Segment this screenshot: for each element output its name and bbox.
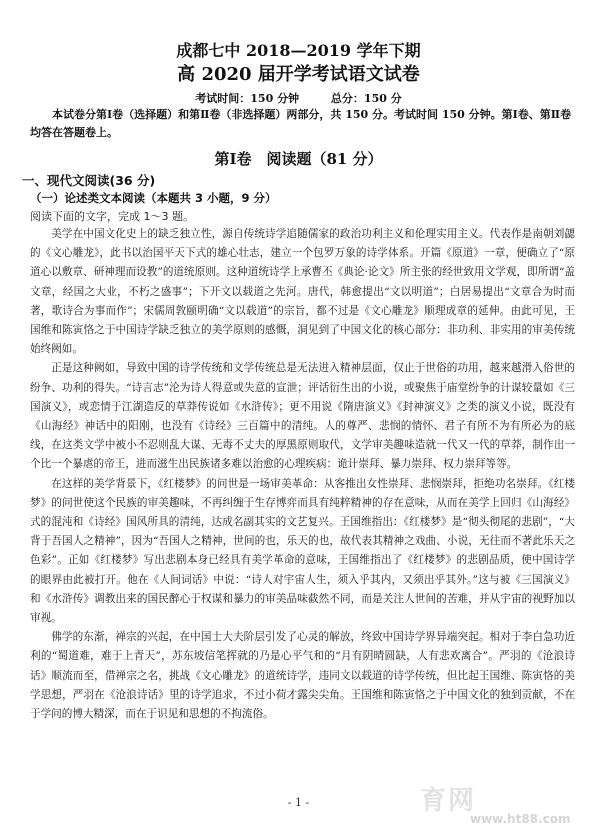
exam-title-line2: 高 2020 届开学考试语文试卷 — [177, 64, 420, 85]
subsection-title: （一）论述类文本阅读（本题共 3 小题，9 分） — [30, 191, 277, 205]
watermark-text: 育网 — [420, 786, 477, 816]
exam-instructions: 本试卷分第Ⅰ卷（选择题）和第Ⅱ卷（非选择题）两部分，共 150 分。考试时间 150 分钟。第Ⅰ卷、第Ⅱ卷均答在答题卷上。 — [30, 108, 572, 139]
exam-title-line1: 成都七中 2018—2019 学年下期 — [176, 41, 421, 60]
paragraph-1: 美学在中国文化史上的缺乏独立性，源自传统诗学追随儒家的政治功利主义和伦理实用主义。代表作是南朝刘勰的《文心雕龙》，此书以治国平天下式的雄心壮志，建立一个包罗万象的诗学体系。开篇《原道》一章，便确立了“原道心以敷章、研神理而设教”的道统原则。这种道统诗学上承曹丕《典论·论文》所主张的经世致用文学观，即所谓“盖文章，经国之大业，不朽之盛事”；下开文以载道之先河。唐代，韩愈提出“文以明道”；白居易提出“文章合为时而著，歌诗合为事而作”；宋儒周敦颐明确“文以载道”的宗旨，都不过是《文心雕龙》顺理成章的延伸。由此可见，王国维和陈寅恪之于中国诗学缺乏独立的美学原则的感慨，洞见到了中国文化的核心部分：非功利、非实用的审美传统始终阙如。 — [30, 228, 575, 356]
paragraph-3: 在这样的美学背景下，《红楼梦》的问世是一场审美革命：从客推出女性崇拜、悲悯崇拜，拒绝功名崇拜。《红楼梦》的问世使这个民族的审美趣味，不再纠缠于生存博弈而具有纯粹精神的存在意味，从而在美学上回归《山海经》式的混沌和《诗经》国风所具的清纯，达成名副其实的文艺复兴。王国维指出：《红楼梦》是“彻头彻尾的悲剧”，“大背于吾国人之精神”，因为“吾国人之精神，世间的也，乐天的也，故代表其精神之戏曲、小说，无往而不著此乐天之色彩”。正如《红楼梦》写出悲剧本身已经具有美学革命的意味，王国维指出了《红楼梦》的悲剧品质，使中国诗学的眼界由此被打开。他在《人间词话》中说：“诗人对宇宙人生，须入乎其内，又须出乎其外。”这与被《三国演义》和《水浒传》调教出来的国民醉心于权谋和暴力的审美品味截然不同，而是关注人世间的苦难，并从宇宙的视野加以审视。 — [30, 477, 575, 625]
section-title: 一、现代文阅读(36 分) — [22, 173, 156, 188]
exam-meta — [0, 90, 597, 106]
page-number: - 1 - — [287, 796, 310, 809]
paragraph-4: 佛学的东渐，禅宗的兴起，在中国士大夫阶层引发了心灵的解放，终致中国诗学界异端突起。相对于李白急功近利的“蜀道难，难于上青天”，苏东坡信笔挥就的乃是心平气和的“月有阴晴圆缺，人有悲欢离合”。严羽的《沧浪诗话》顺流而至，借禅宗之名，挑战《文心雕龙》的道统诗学，违同文以载道的诗学传统，但比起王国维、陈寅恪的美学思想，严羽在《沧浪诗话》里的诗学追求，不过小荷才露尖尖角。王国维和陈寅恪之于中国文化的独到贡献，不在于学问的博大精深，而在于识见和思想的不拘流俗。 — [30, 631, 575, 721]
total-score: 总分：150 分 — [330, 92, 402, 105]
reading-passage — [30, 225, 575, 724]
paragraph-2: 正是这种阙如，导致中国的诗学传统和文学传统总是无法进入精神层面，仅止于世俗的功用，越来越滑入俗世的纷争、功利的得失。“诗言志”沦为诗人得意或失意的宣泄；评话衍生出的小说，或聚焦于庙堂纷争的计谋较量如《三国演义》，或恋情于江湖造反的草莽传说如《水浒传》；更不用说《隋唐演义》《封神演义》之类的演义小说，既没有《山海经》神话中的阳刚，也没有《诗经》三百篇中的清纯。人的尊严、悲悯的情怀、君子有所不为有所必为的底线，在这类文学中被小不忍则乱大谋、无毒不丈夫的厚黑原则取代，文学审美趣味造就一代又一代的草莽，制作出一个比一个暴虐的帝王，进而滋生出民族诸多难以治愈的心理疾病：诡计崇拜、暴力崇拜、权力崇拜等等。 — [30, 362, 575, 471]
watermark-url: www.ht88.com — [470, 812, 571, 826]
part-title: 第Ⅰ卷 阅读题（81 分） — [214, 150, 383, 168]
reading-lead: 阅读下面的文字，完成 1～3 题。 — [30, 210, 194, 223]
exam-time: 考试时间：150 分钟 — [195, 92, 300, 105]
